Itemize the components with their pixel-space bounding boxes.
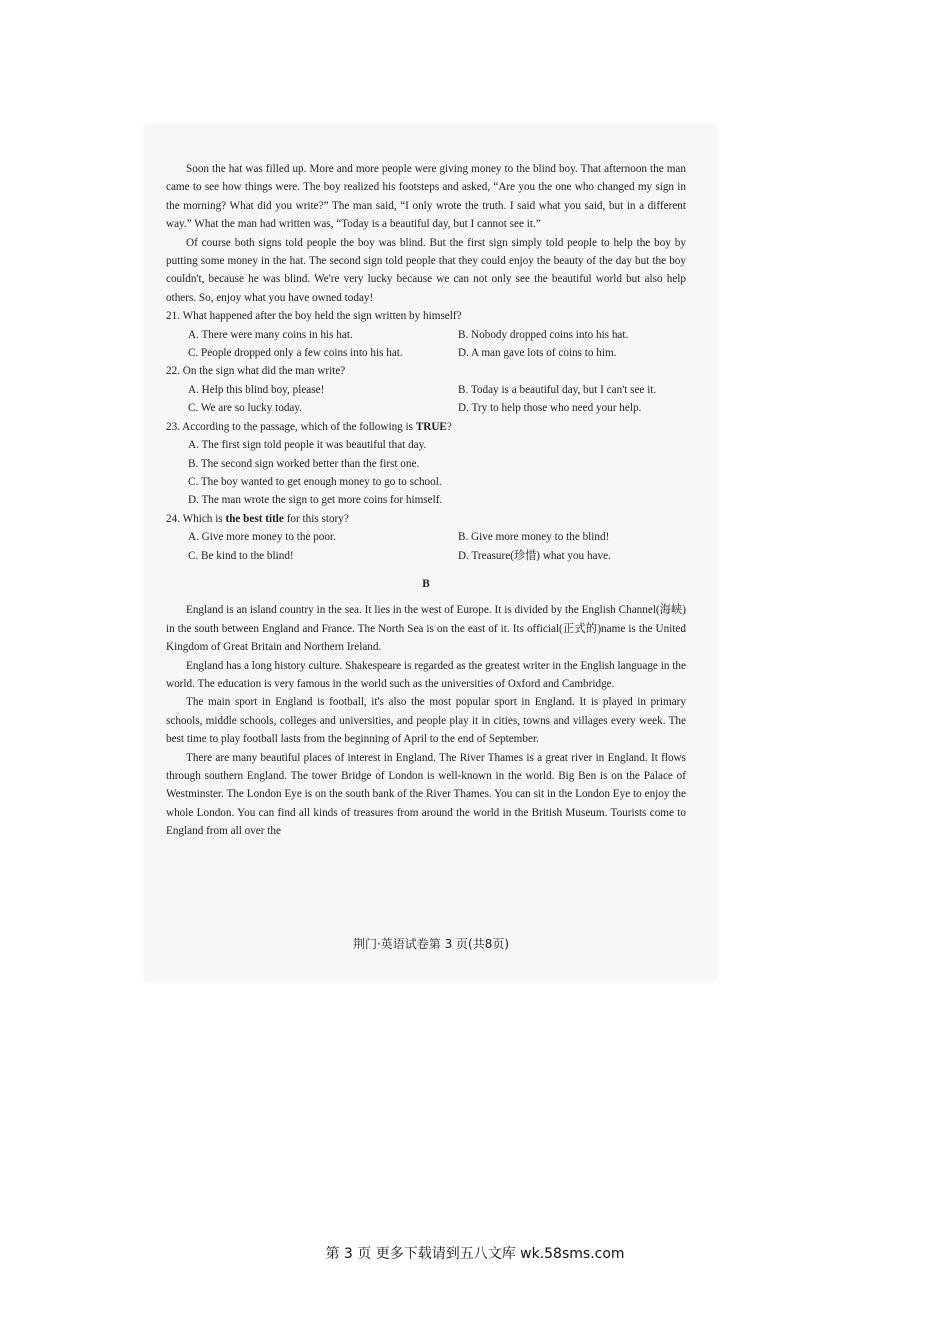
passage-b — [166, 601, 686, 840]
question-stem: 22. On the sign what did the man write? — [166, 365, 346, 378]
options — [166, 381, 686, 418]
exam-page-number: 荆门·英语试卷第 3 页(共8页) — [352, 937, 510, 951]
option-d: D. Treasure(珍惜) what you have. — [458, 549, 611, 562]
option-b: B. The second sign worked better than the first one. — [188, 457, 420, 470]
stem-text: for this story? — [283, 512, 349, 525]
option-a: A. Help this blind boy, please! — [188, 383, 325, 396]
page-footer: 第 3 页 更多下载请到五八文库 wk.58sms.com — [325, 1246, 625, 1262]
options — [166, 436, 686, 510]
option-c: C. We are so lucky today. — [188, 402, 303, 415]
paragraph: The main sport in England is football, it's also the most popular sport in England. It is played in primary schools, middle schools, colleges and universities, and people play it in cities, towns and villages every week. The best time to play football lasts from the beginning of April to the end of September. — [166, 696, 686, 746]
option-a: A. The first sign told people it was beautiful that day. — [188, 439, 427, 452]
option-c: C. People dropped only a few coins into his hat. — [188, 347, 403, 360]
question-stem: 21. What happened after the boy held the sign written by himself? — [166, 310, 462, 323]
option-c: C. Be kind to the blind! — [188, 549, 294, 562]
option-c: C. The boy wanted to get enough money to go to school. — [188, 475, 442, 488]
question-22 — [166, 362, 686, 417]
paragraph: England has a long history culture. Shakespeare is regarded as the greatest writer in the English language in the world. The education is very famous in the world such as the universities of Oxford and Cambridge. — [166, 659, 686, 690]
option-a: A. There were many coins in his hat. — [188, 328, 353, 341]
option-b: B. Give more money to the blind! — [458, 531, 610, 544]
question-24 — [166, 510, 686, 565]
paragraph: There are many beautiful places of interest in England. The River Thames is a great river in England. It flows through southern England. The tower Bridge of London is well-known in the world. Big Ben is on the Palace of Westminster. The London Eye is on the south bank of the River Thames. You can sit in the London Eye to enjoy the whole London. You can find all kinds of treasures from around the world in the British Museum. Tourists come to England from all over the — [166, 751, 686, 838]
option-d: D. Try to help those who need your help. — [458, 402, 642, 415]
options — [166, 528, 686, 565]
option-b: B. Today is a beautiful day, but I can't see it. — [458, 383, 657, 396]
stem-emphasis: TRUE — [415, 420, 447, 433]
question-stem — [166, 418, 686, 436]
question-21 — [166, 307, 686, 362]
paragraph: England is an island country in the sea. It lies in the west of Europe. It is divided by the English Channel(海峡) in the south between England and France. The North Sea is on the east of it. Its official(正式的)name is the United Kingdom of Great Britain and Northern Ireland. — [166, 604, 686, 654]
stem-text: 24. Which is — [166, 512, 226, 525]
section-heading: B — [422, 577, 430, 590]
options — [166, 326, 686, 363]
stem-text: 23. According to the passage, which of the following is — [166, 420, 416, 433]
option-b: B. Nobody dropped coins into his hat. — [458, 328, 629, 341]
stem-emphasis: the best title — [225, 512, 284, 525]
paragraph: Of course both signs told people the boy was blind. But the first sign simply told people to help the boy by putting some money in the hat. The second sign told people that they could enjoy the beauty of the day but the boy couldn't, because he was blind. We're very lucky because we can not only see the beautiful world but also help others. So, enjoy what you have owned today! — [166, 236, 686, 304]
option-a: A. Give more money to the poor. — [188, 531, 336, 544]
stem-text: ? — [446, 420, 452, 433]
paragraph: Soon the hat was filled up. More and more people were giving money to the blind boy. That afternoon the man came to see how things were. The boy realized his footsteps and asked, “Are you the one who changed my sign in the morning? What did you write?” The man said, “I only wrote the truth. I said what you said, but in a different way.” What the man had written was, “Today is a beautiful day, but I cannot see it.” — [166, 163, 686, 231]
exam-content — [166, 160, 686, 841]
question-23 — [166, 418, 686, 510]
passage-a — [166, 160, 686, 307]
question-stem — [166, 510, 686, 528]
option-d: D. The man wrote the sign to get more coins for himself. — [188, 494, 443, 507]
option-d: D. A man gave lots of coins to him. — [458, 347, 617, 360]
